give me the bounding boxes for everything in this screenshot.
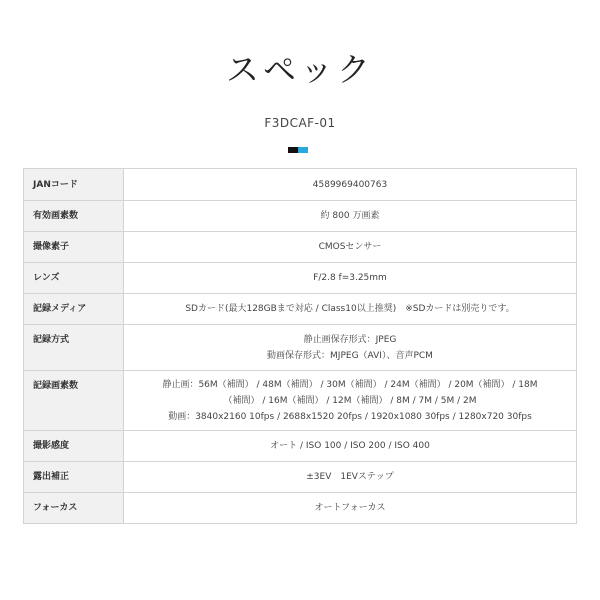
spec-value-line: 4589969400763 bbox=[312, 179, 388, 190]
spec-value-line: オート / ISO 100 / ISO 200 / ISO 400 bbox=[270, 441, 430, 451]
color-swatch-blue[interactable] bbox=[298, 147, 308, 153]
color-swatch-black[interactable] bbox=[288, 147, 298, 153]
spec-row-focus bbox=[24, 493, 577, 524]
spec-row-pixels bbox=[24, 201, 577, 232]
spec-label: 記録方式 bbox=[24, 325, 124, 371]
page-title: スペック bbox=[226, 50, 374, 89]
spec-value-line: オートフォーカス bbox=[314, 503, 386, 513]
spec-label: 記録画素数 bbox=[24, 371, 124, 431]
spec-value bbox=[124, 462, 577, 493]
spec-value bbox=[124, 169, 577, 201]
spec-value bbox=[124, 201, 577, 232]
model-code: F3DCAF-01 bbox=[264, 116, 336, 130]
spec-row-lens bbox=[24, 263, 577, 294]
spec-row-exposure bbox=[24, 462, 577, 493]
spec-value-line: （補間） / 16M（補間） / 12M（補間） / 8M / 7M / 5M / 2M bbox=[223, 395, 477, 406]
spec-value bbox=[124, 294, 577, 325]
spec-label: 有効画素数 bbox=[24, 201, 124, 232]
spec-label: レンズ bbox=[24, 263, 124, 294]
spec-label: 撮像素子 bbox=[24, 232, 124, 263]
spec-label: 記録メディア bbox=[24, 294, 124, 325]
spec-row-media bbox=[24, 294, 577, 325]
spec-row-resolution bbox=[24, 371, 577, 431]
color-swatches bbox=[288, 147, 308, 153]
spec-value-line: 静止画保存形式：JPEG bbox=[303, 334, 397, 345]
spec-row-format bbox=[24, 325, 577, 371]
spec-table bbox=[23, 168, 577, 524]
spec-value bbox=[124, 232, 577, 263]
spec-row-jan bbox=[24, 169, 577, 201]
spec-label: 露出補正 bbox=[24, 462, 124, 493]
spec-value-line: 静止画：56M（補間） / 48M（補間） / 30M（補間） / 24M（補間） / 20M（補間） / 18M bbox=[162, 379, 538, 390]
spec-label: フォーカス bbox=[24, 493, 124, 524]
spec-value-line: 動画：3840x2160 10fps / 2688x1520 20fps / 1920x1080 30fps / 1280x720 30fps bbox=[168, 411, 532, 422]
spec-value bbox=[124, 493, 577, 524]
spec-row-iso bbox=[24, 431, 577, 462]
spec-label: 撮影感度 bbox=[24, 431, 124, 462]
spec-value-line: ±3EV 1EVステップ bbox=[306, 472, 394, 482]
spec-row-sensor bbox=[24, 232, 577, 263]
spec-value-line: 約 800 万画素 bbox=[320, 211, 380, 221]
spec-value bbox=[124, 325, 577, 371]
spec-value-line: F/2.8 f=3.25mm bbox=[313, 273, 387, 283]
spec-label: JANコード bbox=[24, 169, 124, 201]
spec-value bbox=[124, 263, 577, 294]
spec-value bbox=[124, 431, 577, 462]
spec-value bbox=[124, 371, 577, 431]
spec-value-line: SDカード(最大128GBまで対応 / Class10以上推奨) ※SDカードは別売りです。 bbox=[185, 304, 515, 314]
spec-value-line: 動画保存形式：MJPEG（AVI）、音声PCM bbox=[267, 350, 433, 361]
spec-value-line: CMOSセンサー bbox=[318, 242, 382, 252]
